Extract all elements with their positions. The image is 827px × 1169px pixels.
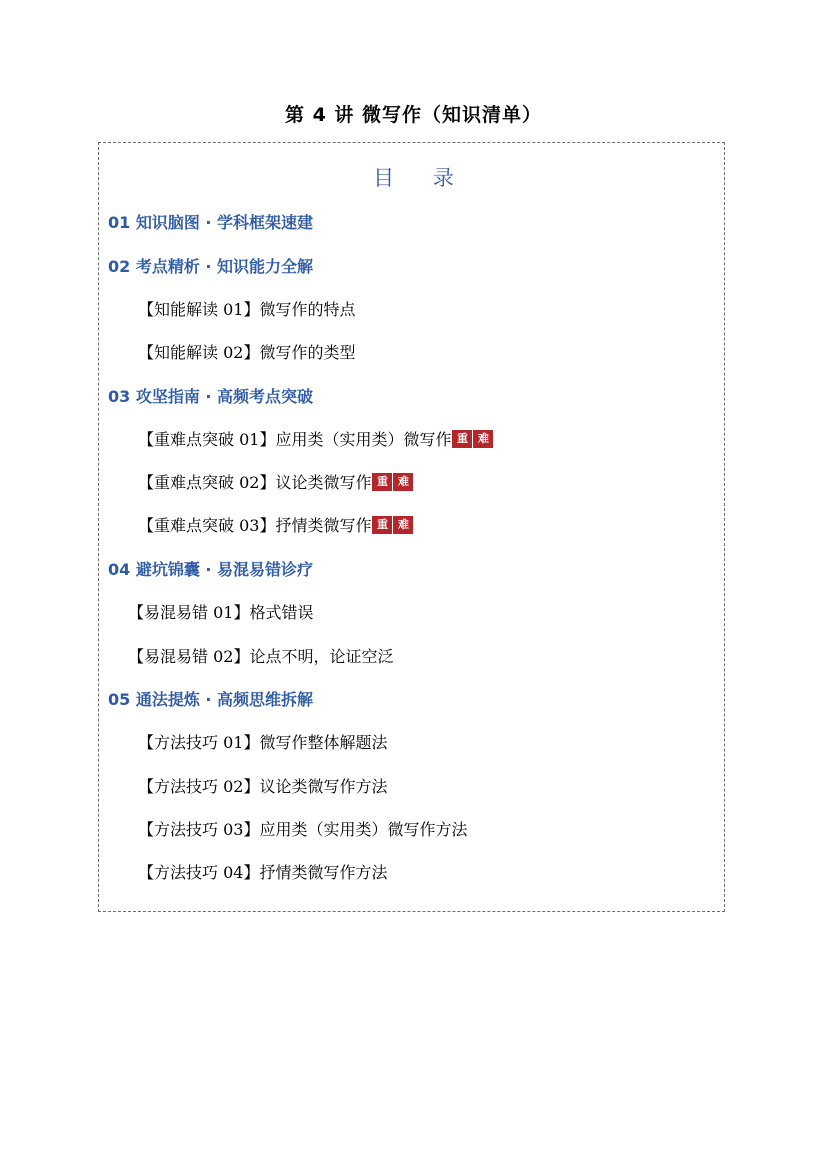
toc-heading: 目 录 [373, 166, 470, 190]
badge-nan: 难 [473, 430, 493, 448]
toc-section-05[interactable]: 05 通法提炼 · 高频思维拆解 [108, 690, 314, 709]
document-title: 第 4 讲 微写作（知识清单） [284, 104, 543, 126]
badge-nan: 难 [393, 473, 413, 491]
key-difficult-badge [372, 473, 414, 493]
toc-section-04[interactable]: 04 避坑锦囊 · 易混易错诊疗 [108, 560, 314, 579]
badge-zhong: 重 [452, 430, 472, 448]
toc-item-fangfa-04[interactable]: 【方法技巧 04】抒情类微写作方法 [138, 863, 388, 882]
toc-section-03[interactable]: 03 攻坚指南 · 高频考点突破 [108, 387, 314, 406]
toc-section-01[interactable]: 01 知识脑图 · 学科框架速建 [108, 213, 314, 232]
badge-nan: 难 [393, 516, 413, 534]
badge-zhong: 重 [372, 516, 392, 534]
toc-item-fangfa-02[interactable]: 【方法技巧 02】议论类微写作方法 [138, 777, 388, 796]
toc-item-zhongnan-01[interactable] [138, 430, 494, 450]
toc-item-fangfa-01[interactable]: 【方法技巧 01】微写作整体解题法 [138, 733, 388, 752]
toc-item-yihun-02[interactable]: 【易混易错 02】论点不明，论证空泛 [128, 647, 394, 666]
toc-section-02[interactable]: 02 考点精析 · 知识能力全解 [108, 257, 314, 276]
toc-item-label: 【重难点突破 01】应用类（实用类）微写作 [138, 430, 452, 449]
toc-item-zhineng-01[interactable]: 【知能解读 01】微写作的特点 [138, 300, 356, 319]
badge-zhong: 重 [372, 473, 392, 491]
toc-item-zhongnan-03[interactable] [138, 516, 414, 536]
toc-item-fangfa-03[interactable]: 【方法技巧 03】应用类（实用类）微写作方法 [138, 820, 468, 839]
toc-item-zhineng-02[interactable]: 【知能解读 02】微写作的类型 [138, 343, 356, 362]
toc-item-label: 【重难点突破 03】抒情类微写作 [138, 516, 372, 535]
toc-item-zhongnan-02[interactable] [138, 473, 414, 493]
toc-item-yihun-01[interactable]: 【易混易错 01】格式错误 [128, 603, 314, 622]
key-difficult-badge [372, 516, 414, 536]
toc-item-label: 【重难点突破 02】议论类微写作 [138, 473, 372, 492]
key-difficult-badge [452, 430, 494, 450]
